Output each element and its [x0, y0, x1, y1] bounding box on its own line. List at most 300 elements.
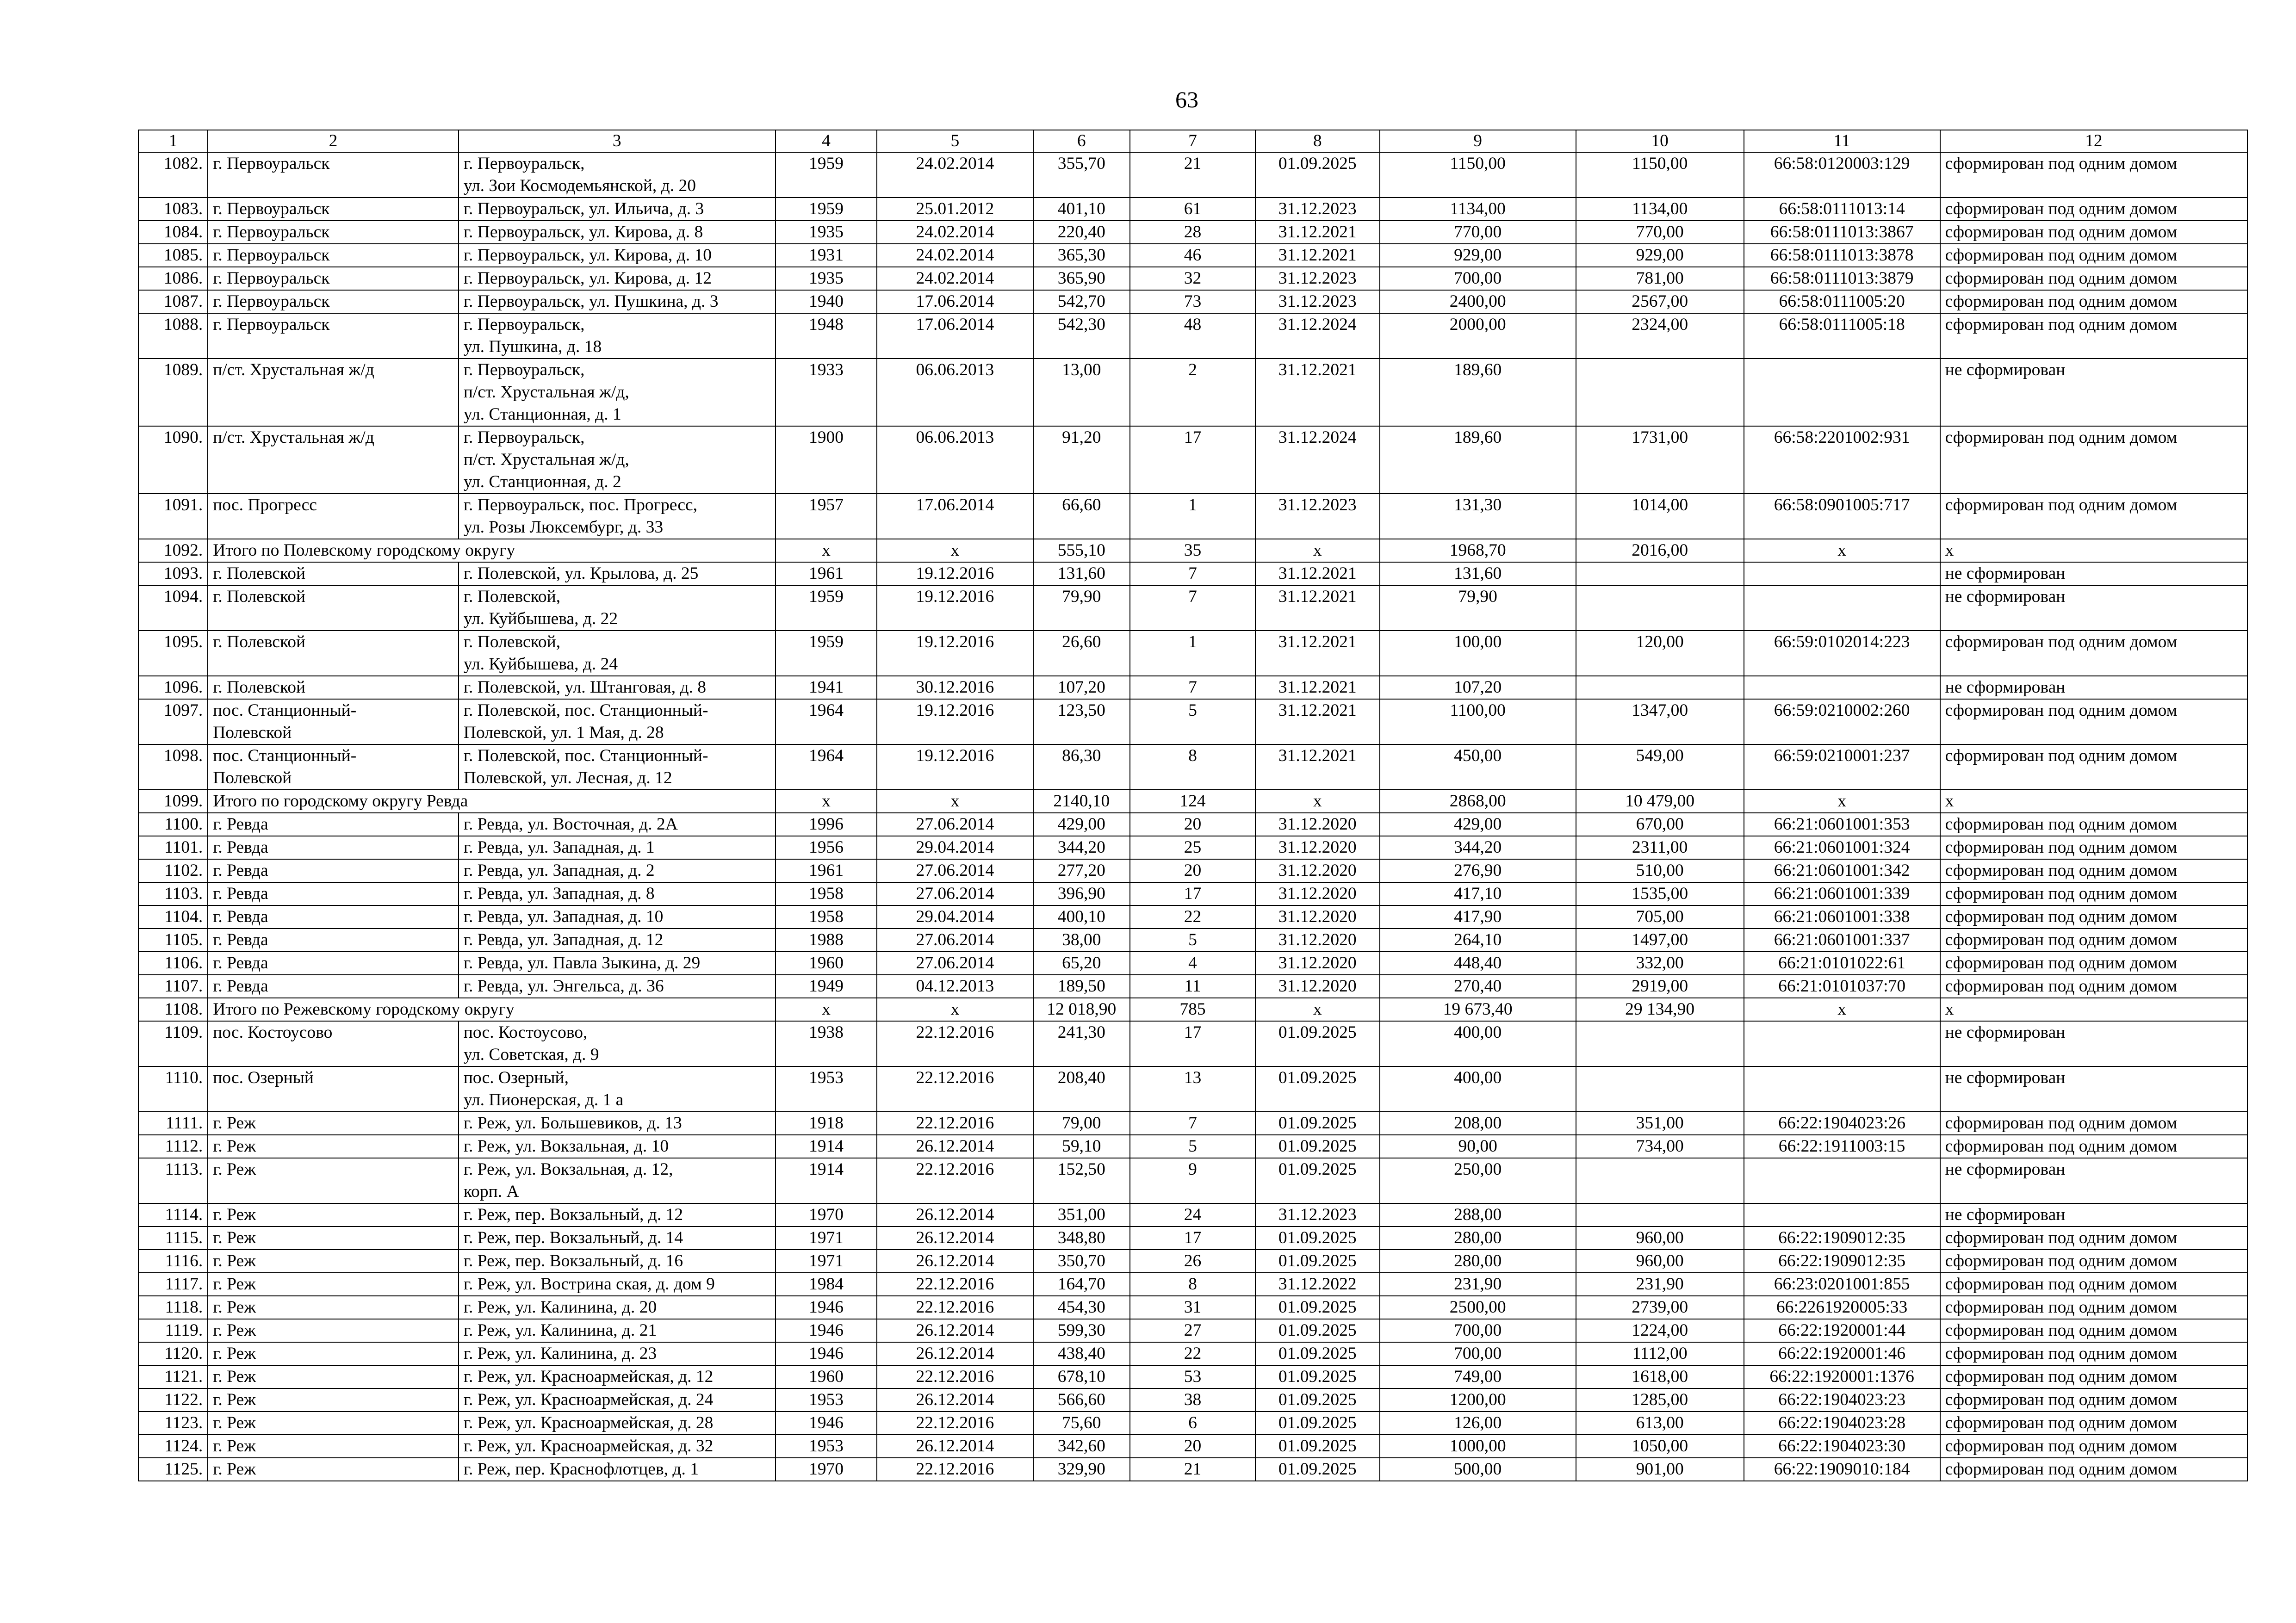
status-cell: сформирован под одним домом [1940, 929, 2247, 952]
area-actual-cell [1576, 585, 1744, 631]
area-cell: 542,70 [1033, 290, 1130, 313]
area-actual-cell [1576, 1158, 1744, 1203]
address-cell [459, 1365, 776, 1388]
address-line: ул. Станционная, д. 2 [463, 472, 621, 491]
deadline-cell: 01.09.2025 [1255, 152, 1380, 198]
status-cell: сформирован под одним домом [1940, 836, 2247, 859]
area-cell: 678,10 [1033, 1365, 1130, 1388]
row-number: 1090. [138, 426, 208, 494]
area-cell: 350,70 [1033, 1250, 1130, 1273]
area-cell: 566,60 [1033, 1388, 1130, 1412]
address-cell [459, 267, 776, 290]
residents-cell: 32 [1130, 267, 1255, 290]
area-required-cell: 1100,00 [1380, 699, 1576, 744]
address-line: г. Реж, пер. Вокзальный, д. 14 [463, 1228, 683, 1247]
address-cell [459, 699, 776, 744]
residents-cell: 20 [1130, 813, 1255, 836]
cadastral-number-cell: 66:59:0210002:260 [1744, 699, 1940, 744]
cadastral-number-cell [1744, 562, 1940, 585]
status-cell: сформирован под одним домом [1940, 426, 2247, 494]
address-cell [459, 1021, 776, 1066]
area-actual-cell: 120,00 [1576, 631, 1744, 676]
column-number-row [138, 130, 2247, 152]
area-actual-cell: 1497,00 [1576, 929, 1744, 952]
year-cell: 1984 [776, 1273, 877, 1296]
area-cell: 123,50 [1033, 699, 1130, 744]
date-cell: 22.12.2016 [877, 1021, 1033, 1066]
area-cell: 152,50 [1033, 1158, 1130, 1203]
year-cell: 1964 [776, 744, 877, 790]
date-cell: 26.12.2014 [877, 1135, 1033, 1158]
address-cell [459, 290, 776, 313]
address-cell [459, 929, 776, 952]
area-cell: 79,00 [1033, 1112, 1130, 1135]
locality-cell: г. Ревда [208, 952, 459, 975]
residents-cell: 7 [1130, 1112, 1255, 1135]
address-cell [459, 1066, 776, 1112]
address-line: г. Первоуральск, [463, 154, 585, 173]
date-cell: x [877, 539, 1033, 562]
address-cell [459, 952, 776, 975]
deadline-cell: 31.12.2023 [1255, 267, 1380, 290]
area-actual-cell: 613,00 [1576, 1412, 1744, 1435]
address-cell [459, 198, 776, 221]
table-row [138, 699, 2247, 744]
subtotal-label: Итого по Полевскому городскому округу [208, 539, 775, 562]
cadastral-number-cell: 66:21:0601001:342 [1744, 859, 1940, 882]
area-cell: 348,80 [1033, 1227, 1130, 1250]
status-cell: сформирован под одним домом [1940, 494, 2247, 539]
deadline-cell: x [1255, 539, 1380, 562]
table-row [138, 1435, 2247, 1458]
date-cell: 22.12.2016 [877, 1273, 1033, 1296]
date-cell: 27.06.2014 [877, 882, 1033, 905]
area-actual-cell: 2311,00 [1576, 836, 1744, 859]
row-number: 1099. [138, 790, 208, 813]
cadastral-number-cell: 66:21:0101022:61 [1744, 952, 1940, 975]
row-number: 1104. [138, 905, 208, 929]
column-number: 9 [1380, 130, 1576, 152]
year-cell: 1948 [776, 313, 877, 359]
locality-cell: пос. Прогресс [208, 494, 459, 539]
year-cell: 1988 [776, 929, 877, 952]
area-required-cell: 189,60 [1380, 359, 1576, 426]
area-required-cell: 770,00 [1380, 221, 1576, 244]
cadastral-number-cell: 66:2261920005:33 [1744, 1296, 1940, 1319]
locality-cell: г. Ревда [208, 975, 459, 998]
address-line: г. Первоуральск, ул. Ильича, д. 3 [463, 199, 704, 218]
row-number: 1112. [138, 1135, 208, 1158]
deadline-cell: 31.12.2021 [1255, 562, 1380, 585]
date-cell: 19.12.2016 [877, 562, 1033, 585]
residents-cell: 11 [1130, 975, 1255, 998]
address-cell [459, 813, 776, 836]
area-cell: 59,10 [1033, 1135, 1130, 1158]
residents-cell: 24 [1130, 1203, 1255, 1227]
date-cell: 19.12.2016 [877, 699, 1033, 744]
address-line: г. Первоуральск, ул. Кирова, д. 12 [463, 269, 712, 288]
address-line: ул. Пушкина, д. 18 [463, 337, 602, 356]
address-line: ул. Пионерская, д. 1 а [463, 1090, 624, 1109]
area-required-cell: 700,00 [1380, 1319, 1576, 1342]
address-line: г. Реж, ул. Вокзальная, д. 10 [463, 1137, 669, 1156]
status-cell: сформирован под одним домом [1940, 699, 2247, 744]
address-line: г. Реж, ул. Красноармейская, д. 32 [463, 1437, 714, 1456]
row-number: 1119. [138, 1319, 208, 1342]
address-line: г. Реж, ул. Красноармейская, д. 12 [463, 1367, 714, 1386]
cadastral-number-cell: 66:58:0111005:20 [1744, 290, 1940, 313]
address-line: пос. Озерный, [463, 1068, 569, 1087]
address-line: г. Ревда, ул. Западная, д. 10 [463, 907, 664, 926]
address-line: г. Ревда, ул. Западная, д. 2 [463, 861, 655, 880]
cadastral-number-cell: 66:21:0101037:70 [1744, 975, 1940, 998]
address-cell [459, 631, 776, 676]
area-actual-cell: 670,00 [1576, 813, 1744, 836]
row-number: 1125. [138, 1458, 208, 1481]
residents-cell: 8 [1130, 744, 1255, 790]
locality-cell: г. Полевской [208, 585, 459, 631]
row-number: 1084. [138, 221, 208, 244]
address-cell [459, 426, 776, 494]
date-cell: 26.12.2014 [877, 1203, 1033, 1227]
address-line: г. Полевской, [463, 632, 561, 651]
row-number: 1092. [138, 539, 208, 562]
row-number: 1115. [138, 1227, 208, 1250]
area-required-cell: 90,00 [1380, 1135, 1576, 1158]
area-required-cell: 264,10 [1380, 929, 1576, 952]
cadastral-number-cell: 66:22:1920001:46 [1744, 1342, 1940, 1365]
area-actual-cell [1576, 1203, 1744, 1227]
row-number: 1096. [138, 676, 208, 699]
area-required-cell: 231,90 [1380, 1273, 1576, 1296]
address-line: г. Полевской, [463, 587, 561, 606]
deadline-cell: 01.09.2025 [1255, 1021, 1380, 1066]
area-actual-cell: 1347,00 [1576, 699, 1744, 744]
area-actual-cell: 734,00 [1576, 1135, 1744, 1158]
subtotal-row [138, 539, 2247, 562]
year-cell: 1996 [776, 813, 877, 836]
table-row [138, 1342, 2247, 1365]
residents-cell: 9 [1130, 1158, 1255, 1203]
deadline-cell: 31.12.2020 [1255, 905, 1380, 929]
address-cell [459, 494, 776, 539]
status-cell: не сформирован [1940, 676, 2247, 699]
area-actual-cell: 10 479,00 [1576, 790, 1744, 813]
address-cell [459, 1158, 776, 1203]
area-cell: 396,90 [1033, 882, 1130, 905]
locality-cell: г. Первоуральск [208, 152, 459, 198]
deadline-cell: 01.09.2025 [1255, 1458, 1380, 1481]
residents-cell: 28 [1130, 221, 1255, 244]
area-cell: 38,00 [1033, 929, 1130, 952]
date-cell: 19.12.2016 [877, 585, 1033, 631]
year-cell: 1935 [776, 221, 877, 244]
residents-cell: 27 [1130, 1319, 1255, 1342]
residents-cell: 5 [1130, 1135, 1255, 1158]
residents-cell: 17 [1130, 426, 1255, 494]
column-number: 5 [877, 130, 1033, 152]
year-cell: 1959 [776, 198, 877, 221]
area-cell: 365,90 [1033, 267, 1130, 290]
table-row [138, 1388, 2247, 1412]
area-actual-cell: 2016,00 [1576, 539, 1744, 562]
area-actual-cell: 960,00 [1576, 1250, 1744, 1273]
cadastral-number-cell: 66:21:0601001:324 [1744, 836, 1940, 859]
locality-cell: г. Реж [208, 1112, 459, 1135]
row-number: 1094. [138, 585, 208, 631]
area-cell: 351,00 [1033, 1203, 1130, 1227]
table-row [138, 836, 2247, 859]
residents-cell: 7 [1130, 562, 1255, 585]
area-cell: 107,20 [1033, 676, 1130, 699]
subtotal-row [138, 790, 2247, 813]
address-cell [459, 975, 776, 998]
status-cell: не сформирован [1940, 1158, 2247, 1203]
residents-cell: 6 [1130, 1412, 1255, 1435]
locality-line: Полевской [213, 723, 292, 742]
address-cell [459, 359, 776, 426]
area-cell: 75,60 [1033, 1412, 1130, 1435]
status-cell: сформирован под одним домом [1940, 882, 2247, 905]
address-line: г. Первоуральск, пос. Прогресс, [463, 496, 698, 514]
table-row [138, 1021, 2247, 1066]
address-line: г. Ревда, ул. Павла Зыкина, д. 29 [463, 954, 701, 973]
area-cell: 2140,10 [1033, 790, 1130, 813]
page-number: 63 [1175, 87, 1198, 112]
status-cell: сформирован под одним домом [1940, 1435, 2247, 1458]
locality-line: Полевской [213, 768, 292, 787]
locality-cell: г. Реж [208, 1273, 459, 1296]
cadastral-number-cell: 66:22:1904023:23 [1744, 1388, 1940, 1412]
column-number: 4 [776, 130, 877, 152]
cadastral-number-cell [1744, 1021, 1940, 1066]
row-number: 1117. [138, 1273, 208, 1296]
year-cell: 1971 [776, 1250, 877, 1273]
cadastral-number-cell: 66:22:1909012:35 [1744, 1250, 1940, 1273]
area-required-cell: 700,00 [1380, 267, 1576, 290]
locality-cell: г. Реж [208, 1458, 459, 1481]
residents-cell: 7 [1130, 585, 1255, 631]
deadline-cell: 31.12.2021 [1255, 699, 1380, 744]
status-cell: сформирован под одним домом [1940, 905, 2247, 929]
row-number: 1102. [138, 859, 208, 882]
area-cell: 86,30 [1033, 744, 1130, 790]
area-actual-cell: 1285,00 [1576, 1388, 1744, 1412]
locality-cell: г. Реж [208, 1158, 459, 1203]
locality-cell [208, 744, 459, 790]
status-cell: сформирован под одним домом [1940, 1319, 2247, 1342]
table-row [138, 359, 2247, 426]
address-line: г. Ревда, ул. Западная, д. 1 [463, 838, 655, 857]
area-required-cell: 417,10 [1380, 882, 1576, 905]
address-line: г. Реж, ул. Калинина, д. 21 [463, 1321, 657, 1340]
deadline-cell: 01.09.2025 [1255, 1250, 1380, 1273]
cadastral-number-cell: 66:21:0601001:338 [1744, 905, 1940, 929]
row-number: 1118. [138, 1296, 208, 1319]
area-required-cell: 2500,00 [1380, 1296, 1576, 1319]
year-cell: 1970 [776, 1458, 877, 1481]
date-cell: 27.06.2014 [877, 952, 1033, 975]
area-required-cell: 107,20 [1380, 676, 1576, 699]
table-row [138, 905, 2247, 929]
residents-cell: 124 [1130, 790, 1255, 813]
area-required-cell: 280,00 [1380, 1250, 1576, 1273]
address-cell [459, 905, 776, 929]
address-cell [459, 1319, 776, 1342]
status-cell: сформирован под одним домом [1940, 267, 2247, 290]
address-cell [459, 1112, 776, 1135]
status-cell: сформирован под одним домом [1940, 1296, 2247, 1319]
address-line: г. Полевской, ул. Штанговая, д. 8 [463, 678, 707, 697]
date-cell: 22.12.2016 [877, 1296, 1033, 1319]
deadline-cell: 01.09.2025 [1255, 1135, 1380, 1158]
area-actual-cell: 1112,00 [1576, 1342, 1744, 1365]
area-required-cell: 276,90 [1380, 859, 1576, 882]
area-actual-cell: 705,00 [1576, 905, 1744, 929]
address-cell [459, 585, 776, 631]
deadline-cell: 31.12.2020 [1255, 836, 1380, 859]
locality-cell: г. Реж [208, 1135, 459, 1158]
table-row [138, 676, 2247, 699]
cadastral-number-cell: x [1744, 539, 1940, 562]
row-number: 1097. [138, 699, 208, 744]
table-row [138, 1296, 2247, 1319]
locality-cell: г. Реж [208, 1342, 459, 1365]
area-actual-cell: 549,00 [1576, 744, 1744, 790]
address-line: г. Реж, ул. Калинина, д. 23 [463, 1344, 657, 1363]
status-cell: сформирован под одним домом [1940, 152, 2247, 198]
table-row [138, 1273, 2247, 1296]
address-line: г. Первоуральск, [463, 360, 585, 379]
area-actual-cell [1576, 1021, 1744, 1066]
year-cell: 1914 [776, 1158, 877, 1203]
table-row [138, 221, 2247, 244]
row-number: 1106. [138, 952, 208, 975]
address-line: г. Ревда, ул. Западная, д. 8 [463, 884, 655, 903]
address-line: Полевской, ул. 1 Мая, д. 28 [463, 723, 664, 742]
column-number: 6 [1033, 130, 1130, 152]
year-cell: 1914 [776, 1135, 877, 1158]
residents-cell: 21 [1130, 152, 1255, 198]
table-row [138, 1135, 2247, 1158]
table-row [138, 426, 2247, 494]
area-cell: 65,20 [1033, 952, 1130, 975]
area-cell: 342,60 [1033, 1435, 1130, 1458]
status-cell: сформирован под одним домом [1940, 1388, 2247, 1412]
address-cell [459, 1135, 776, 1158]
date-cell: 24.02.2014 [877, 152, 1033, 198]
address-line: г. Реж, ул. Красноармейская, д. 28 [463, 1413, 714, 1432]
area-actual-cell: 1050,00 [1576, 1435, 1744, 1458]
row-number: 1093. [138, 562, 208, 585]
row-number: 1101. [138, 836, 208, 859]
area-required-cell: 131,60 [1380, 562, 1576, 585]
address-line: г. Первоуральск, [463, 315, 585, 334]
table-row [138, 882, 2247, 905]
area-cell: 12 018,90 [1033, 998, 1130, 1021]
locality-cell: п/ст. Хрустальная ж/д [208, 359, 459, 426]
address-cell [459, 744, 776, 790]
area-actual-cell: 929,00 [1576, 244, 1744, 267]
locality-cell: г. Реж [208, 1227, 459, 1250]
address-cell [459, 859, 776, 882]
date-cell: 30.12.2016 [877, 676, 1033, 699]
year-cell: 1958 [776, 905, 877, 929]
table-row [138, 1250, 2247, 1273]
area-required-cell: 749,00 [1380, 1365, 1576, 1388]
address-line: ул. Зои Космодемьянской, д. 20 [463, 176, 696, 195]
date-cell: 22.12.2016 [877, 1158, 1033, 1203]
address-line: г. Реж, пер. Краснофлотцев, д. 1 [463, 1460, 699, 1479]
address-line: ул. Станционная, д. 1 [463, 405, 621, 424]
area-actual-cell [1576, 562, 1744, 585]
area-actual-cell: 1618,00 [1576, 1365, 1744, 1388]
date-cell: 26.12.2014 [877, 1388, 1033, 1412]
area-actual-cell: 1224,00 [1576, 1319, 1744, 1342]
area-required-cell: 700,00 [1380, 1342, 1576, 1365]
table-row [138, 290, 2247, 313]
residents-cell: 785 [1130, 998, 1255, 1021]
locality-cell: г. Реж [208, 1412, 459, 1435]
area-actual-cell: 1535,00 [1576, 882, 1744, 905]
area-required-cell: 500,00 [1380, 1458, 1576, 1481]
residents-cell: 25 [1130, 836, 1255, 859]
row-number: 1122. [138, 1388, 208, 1412]
area-actual-cell: 1150,00 [1576, 152, 1744, 198]
area-cell: 208,40 [1033, 1066, 1130, 1112]
table-row [138, 929, 2247, 952]
area-actual-cell: 2567,00 [1576, 290, 1744, 313]
status-cell: сформирован под одним домом [1940, 1112, 2247, 1135]
date-cell: x [877, 790, 1033, 813]
deadline-cell: 01.09.2025 [1255, 1319, 1380, 1342]
row-number: 1103. [138, 882, 208, 905]
area-actual-cell: 770,00 [1576, 221, 1744, 244]
deadline-cell: 31.12.2024 [1255, 426, 1380, 494]
area-cell: 220,40 [1033, 221, 1130, 244]
status-cell: сформирован под одним домом [1940, 744, 2247, 790]
area-actual-cell: 2739,00 [1576, 1296, 1744, 1319]
status-cell: сформирован под одним домом [1940, 975, 2247, 998]
address-line: г. Первоуральск, ул. Кирова, д. 8 [463, 223, 703, 242]
address-line: г. Ревда, ул. Восточная, д. 2А [463, 815, 678, 834]
status-cell: сформирован под одним домом [1940, 1365, 2247, 1388]
locality-cell: пос. Костоусово [208, 1021, 459, 1066]
column-number: 1 [138, 130, 208, 152]
address-line: г. Полевской, пос. Станционный- [463, 746, 708, 765]
address-line: г. Реж, пер. Вокзальный, д. 12 [463, 1205, 683, 1224]
cadastral-number-cell: 66:22:1920001:44 [1744, 1319, 1940, 1342]
address-line: ул. Куйбышева, д. 22 [463, 609, 618, 628]
area-actual-cell: 960,00 [1576, 1227, 1744, 1250]
row-number: 1109. [138, 1021, 208, 1066]
year-cell: 1938 [776, 1021, 877, 1066]
status-cell: сформирован под одним домом [1940, 1273, 2247, 1296]
year-cell: 1957 [776, 494, 877, 539]
cadastral-number-cell [1744, 359, 1940, 426]
address-cell [459, 152, 776, 198]
residents-cell: 17 [1130, 1021, 1255, 1066]
locality-cell: г. Ревда [208, 905, 459, 929]
cadastral-number-cell: 66:22:1904023:30 [1744, 1435, 1940, 1458]
table-row [138, 975, 2247, 998]
cadastral-number-cell: 66:58:0111013:3879 [1744, 267, 1940, 290]
residents-cell: 5 [1130, 929, 1255, 952]
row-number: 1124. [138, 1435, 208, 1458]
register-body [138, 152, 2247, 1481]
area-cell: 189,50 [1033, 975, 1130, 998]
status-cell: сформирован под одним домом [1940, 859, 2247, 882]
